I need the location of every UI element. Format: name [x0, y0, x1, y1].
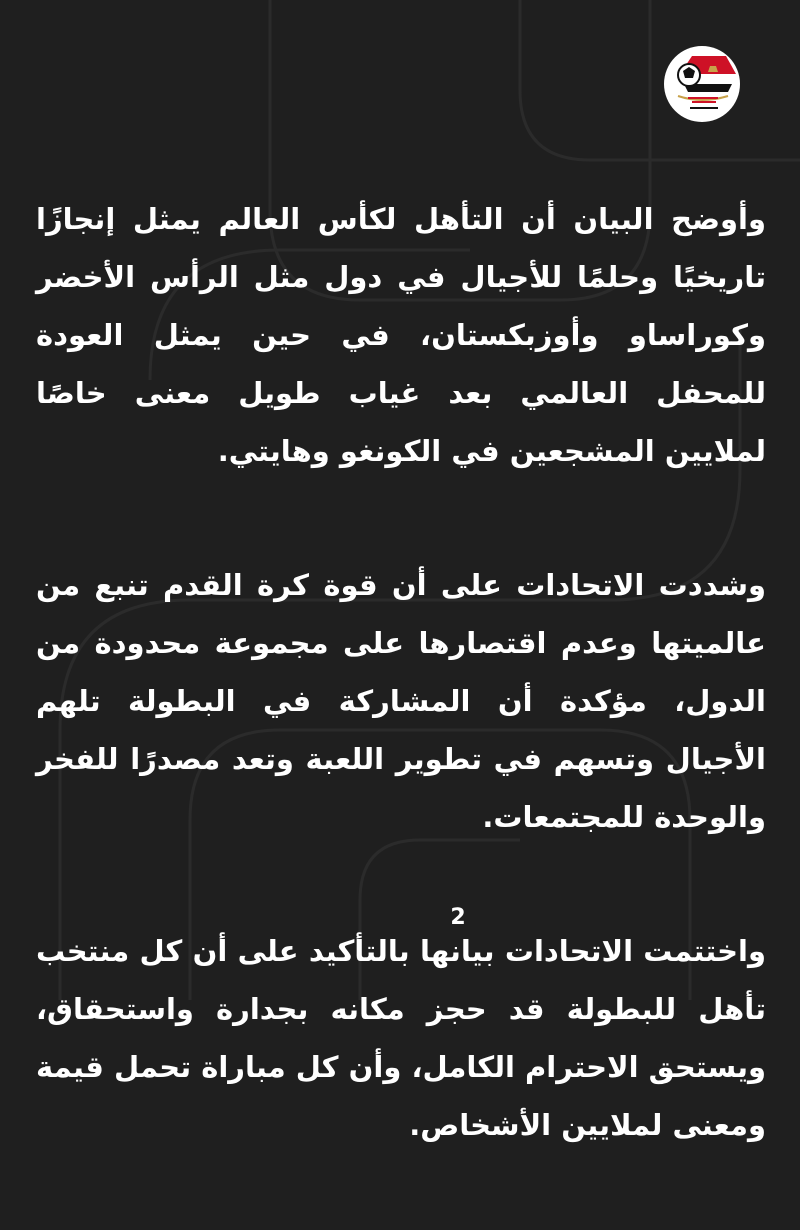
article-body	[36, 190, 766, 1230]
logo-name-ar-1	[662, 44, 663, 45]
paragraph-1: وأوضح البيان أن التأهل لكأس العالم يمثل إنجازًا تاريخيًا وحلمًا للأجيال في دول مثل الرأس الأخضر وكوراساو وأوزبكستان، في حين يمثل العودة للمحفل العالمي بعد غياب طويل معنى خاصًا لملايين المشجعين في الكونغو وهايتي.	[36, 202, 766, 468]
page-number: 2	[450, 905, 466, 930]
paragraph-2: وشددت الاتحادات على أن قوة كرة القدم تنبع من عالميتها وعدم اقتصارها على مجموعة محدودة من الدول، مؤكدة أن المشاركة في البطولة تلهم الأجيال وتسهم في تطوير اللعبة وتعد مصدرًا للفخر والوحدة للمجتمعات.	[36, 568, 766, 834]
egyptian-fa-emblem-icon	[662, 44, 742, 124]
paragraph-3: واختتمت الاتحادات بيانها بالتأكيد على أن كل منتخب تأهل للبطولة قد حجز مكانه بجدارة واستحقاق، ويستحق الاحترام الكامل، وأن كل مباراة تحمل قيمة ومعنى لملايين الأشخاص.	[36, 934, 766, 1142]
egyptian-fa-logo	[662, 44, 742, 124]
